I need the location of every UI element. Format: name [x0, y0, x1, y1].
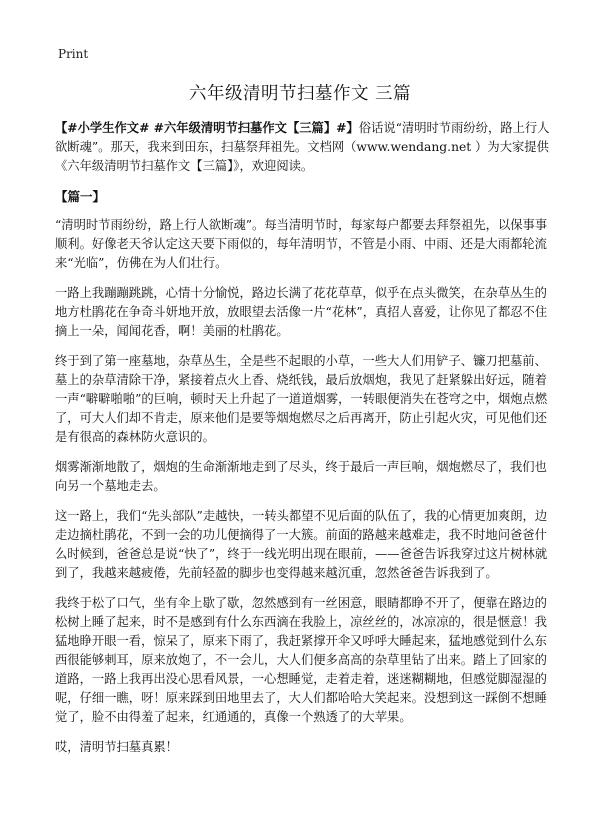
paragraph-1: “清明时节雨纷纷，路上行人欲断魂”。每当清明节时，每家每户都要去拜祭祖先，以保事事顺利。好像老天爷认定这天要下雨似的，每年清明节，不管是小雨、中雨、还是大雨都轮流来“光临”，仿佛在为人们壮行。 — [55, 218, 548, 270]
intro-paragraph — [55, 118, 553, 176]
section-heading: 【篇一】 — [55, 189, 106, 204]
paragraph-7: 哎，清明节扫墓真累！ — [55, 740, 178, 754]
intro-tags: 【#小学生作文# #六年级清明节扫墓作文【三篇】#】 — [55, 120, 359, 135]
intro-text: 俗话说“清明时节雨纷纷，路上行人欲断魂”。那天，我来到田东，扫墓祭拜祖先。文档网（www.wendang.net ）为大家提供《六年级清明节扫墓作文【三篇】》，欢迎阅读。 — [55, 121, 550, 173]
paragraph-3: 终于到了第一座墓地，杂草丛生，全是些不起眼的小草，一些大人们用铲子、镰刀把墓前、墓上的杂草清除干净，紧接着点火上香、烧纸钱，最后放烟炮，我见了赶紧躲出好远，随着一声“噼噼啪啪”的巨响，顿时天上升起了一道道烟雾，一转眼便消失在苍穹之中，烟炮点燃了，可大人们却不肯走，原来他们是要等烟炮燃尽之后再离开，防止引起火灾，可见他们还是有很高的森林防火意识的。 — [55, 354, 548, 444]
print-link[interactable]: Print — [58, 47, 89, 61]
paragraph-4: 烟雾渐渐地散了，烟炮的生命渐渐地走到了尽头，终于最后一声巨响，烟炮燃尽了，我们也向另一个墓地走去。 — [55, 460, 547, 493]
page-title: 六年级清明节扫墓作文 三篇 — [188, 84, 412, 104]
paragraph-5: 这一路上，我们“先头部队”走越快，一转头都望不见后面的队伍了，我的心情更加爽朗，边走边摘杜鹃花，不到一会的功儿便摘得了一大簇。前面的路越来越难走，我不时地问爸爸什么时候到，爸爸总是说“快了”，终于一线光明出现在眼前，——爸爸告诉我穿过这片树林就到了，我越来越疲倦，先前轻盈的脚步也变得越来越沉重，忽然爸爸告诉我到了。 — [55, 509, 548, 580]
article-body — [55, 118, 553, 768]
paragraph-6: 我终于松了口气，坐有伞上歇了歇，忽然感到有一丝困意，眼睛都睁不开了，便靠在路边的松树上睡了起来，时不是感到有什么东西滴在我脸上，凉丝丝的，冰凉凉的，很是惬意！我猛地睁开眼一看，惊呆了，原来下雨了，我赶紧撑开伞又呼呼大睡起来，猛地感觉到什么东西很能够刺耳，原来放炮了，不一会儿，大人们便多高高的杂草里钻了出来。踏上了回家的道路，一路上我再出没心思看风景，一心想睡觉，走着走着，迷迷糊糊地，但感觉脚湿湿的呢，仔细一瞧，呀！原来踩到田地里去了，大人们都哈哈大笑起来。没想到这一踩倒不想睡觉了，脸不由得羞了起来，红通通的，真像一个熟透了的大苹果。 — [55, 596, 547, 724]
paragraph-2: 一路上我蹦蹦跳跳，心情十分愉悦，路边长满了花花草草，似乎在点头微笑，在杂草丛生的地方杜鹃花在争奇斗妍地开放，放眼望去活像一片“花林”，真招人喜爱，让你见了都忍不住摘上一朵，闻闻花香，啊！美丽的杜鹃花。 — [55, 286, 548, 338]
